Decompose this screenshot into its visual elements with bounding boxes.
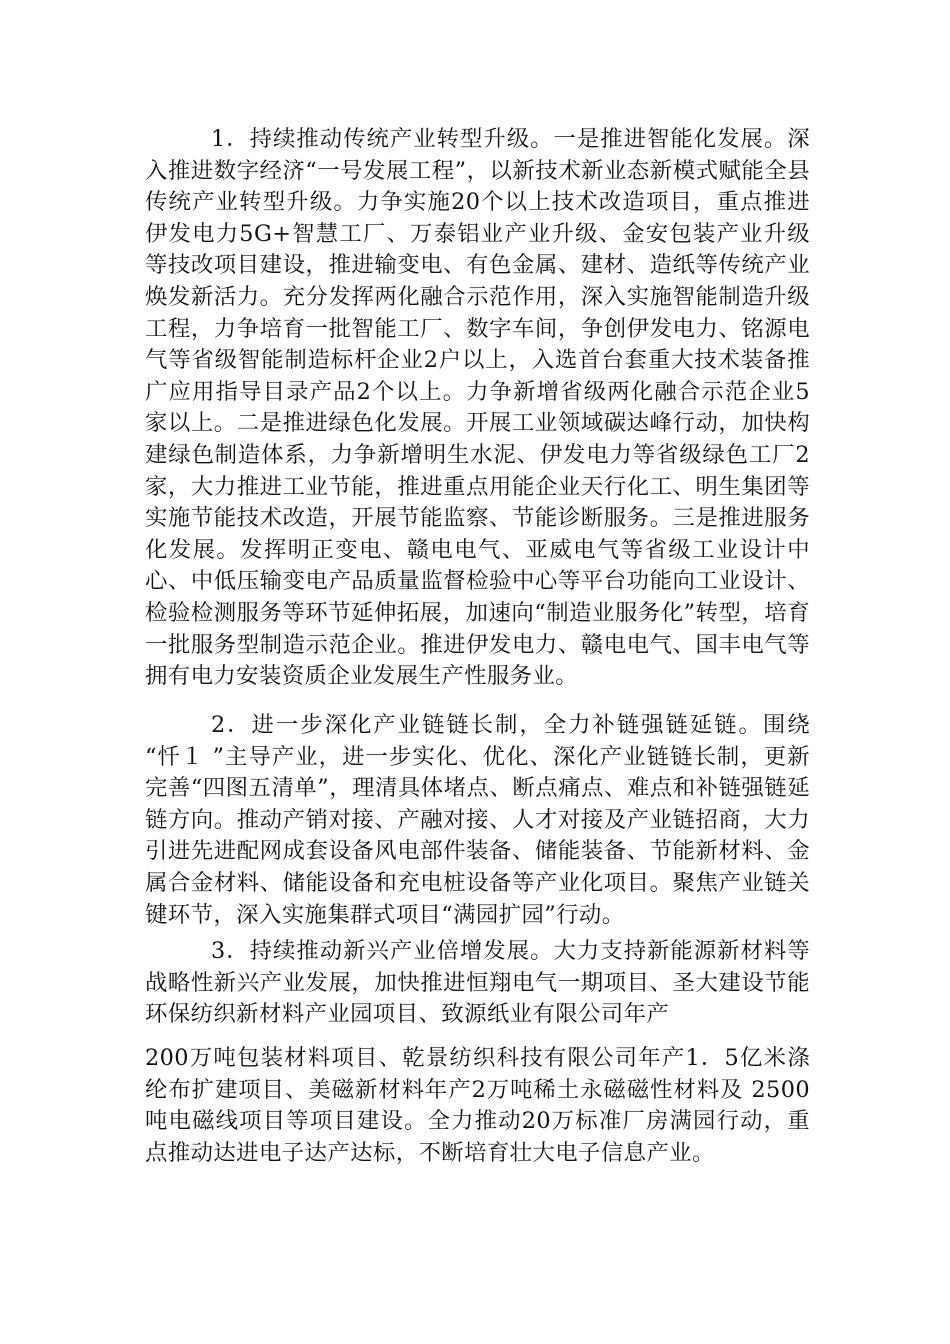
paragraph-emerging-industries-continued: 200万吨包装材料项目、乾景纺织科技有限公司年产1．5亿米涤纶布扩建项目、美磁新材料年产2万吨稀土永磁磁性材料及 2500吨电磁线项目等项目建设。全力推动20万标准厂房满园行动，重点推动达进电子达产达标，不断培育壮大电子信息产业。	[145, 1045, 810, 1166]
paragraph-industry-chain-leader-system: 2．进一步深化产业链链长制，全力补链强链延链。围绕 “忏１ ”主导产业，进一步实化、优化、深化产业链链长制，更新完善“四图五清单”，理清具体堵点、断点痛点、难点和补链强链延链方向。推动产销对接、产融对接、人才对接及产业链招商，大力引进先进配网成套设备风电部件装备、储能装备、节能新材料、金属合金材料、储能设备和充电桩设备等产业化项目。聚焦产业链关键环节，深入实施集群式项目“满园扩园”行动。	[145, 712, 810, 928]
paragraph-emerging-industries: 3．持续推动新兴产业倍增发展。大力支持新能源新材料等战略性新兴产业发展，加快推进恒翔电气一期项目、圣大建设节能环保纺织新材料产业园项目、致源纸业有限公司年产	[145, 938, 810, 1028]
paragraph-traditional-industry-upgrade: 1．持续推动传统产业转型升级。一是推进智能化发展。深入推进数字经济“一号发展工程”，以新技术新业态新模式赋能全县传统产业转型升级。力争实施20个以上技术改造项目，重点推进伊发电力5G+智慧工厂、万泰铝业产业升级、金安包装产业升级等技改项目建设，推进输变电、有色金属、建材、造纸等传统产业焕发新活力。充分发挥两化融合示范作用，深入实施智能制造升级工程，力争培育一批智能工厂、数字车间，争创伊发电力、铭源电气等省级智能制造标杆企业2户以上，入选首台套重大技术装备推广应用指导目录产品2个以上。力争新增省级两化融合示范企业5家以上。二是推进绿色化发展。开展工业领域碳达峰行动，加快构建绿色制造体系，力争新增明生水泥、伊发电力等省级绿色工厂2家，大力推进工业节能，推进重点用能企业天行化工、明生集团等实施节能技术改造，开展节能监察、节能诊断服务。三是推进服务化发展。发挥明正变电、赣电电气、亚威电气等省级工业设计中心、中低压输变电产品质量监督检验中心等平台功能向工业设计、检验检测服务等环节延伸拓展，加速向“制造业服务化”转型，培育一批服务型制造示范企业。推进伊发电力、赣电电气、国丰电气等拥有电力安装资质企业发展生产性服务业。	[145, 126, 810, 690]
